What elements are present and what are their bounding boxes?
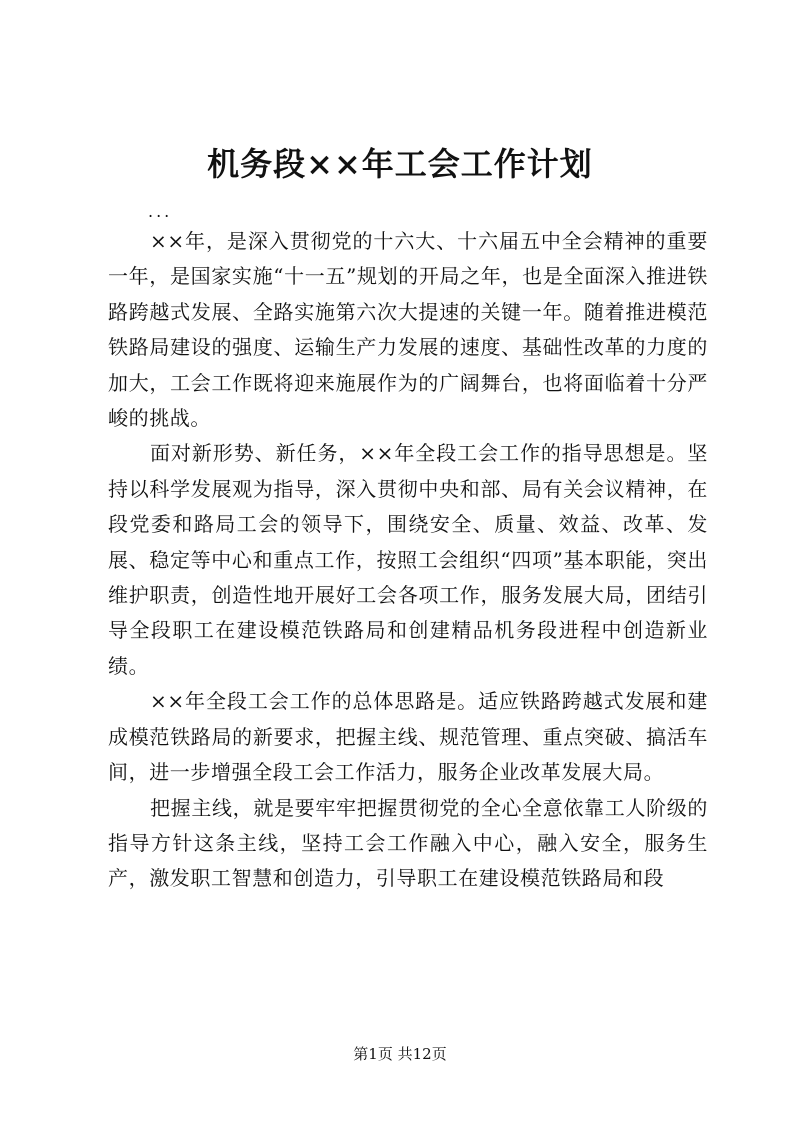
paragraph-4: 把握主线，就是要牢牢把握贯彻党的全心全意依靠工人阶级的指导方针这条主线，坚持工会工作融入中心，融入安全，服务生产，激发职工智慧和创造力，引导职工在建设模范铁路局和段 [108,795,708,891]
document-body [108,224,708,897]
paragraph-3: ××年全段工会工作的总体思路是。适应铁路跨越式发展和建成模范铁路局的新要求，把握主线、规范管理、重点突破、搞活车间，进一步增强全段工会工作活力，服务企业改革发展大局。 [108,689,708,785]
document-title: 机务段××年工会工作计划 [207,145,593,183]
ellipsis-marker: ... [148,202,173,221]
page-footer: 第1页 共12页 [353,1045,447,1063]
paragraph-1: ××年，是深入贯彻党的十六大、十六届五中全会精神的重要一年，是国家实施“十一五”规划的开局之年，也是全面深入推进铁路跨越式发展、全路实施第六次大提速的关键一年。随着推进模范铁路局建设的强度、运输生产力发展的速度、基础性改革的力度的加大，工会工作既将迎来施展作为的广阔舞台，也将面临着十分严峻的挑战。 [108,229,708,431]
paragraph-2: 面对新形势、新任务，××年全段工会工作的指导思想是。坚持以科学发展观为指导，深入贯彻中央和部、局有关会议精神，在段党委和路局工会的领导下，围绕安全、质量、效益、改革、发展、稳定等中心和重点工作，按照工会组织“四项”基本职能，突出维护职责，创造性地开展好工会各项工作，服务发展大局，团结引导全段职工在建设模范铁路局和创建精品机务段进程中创造新业绩。 [108,441,708,678]
